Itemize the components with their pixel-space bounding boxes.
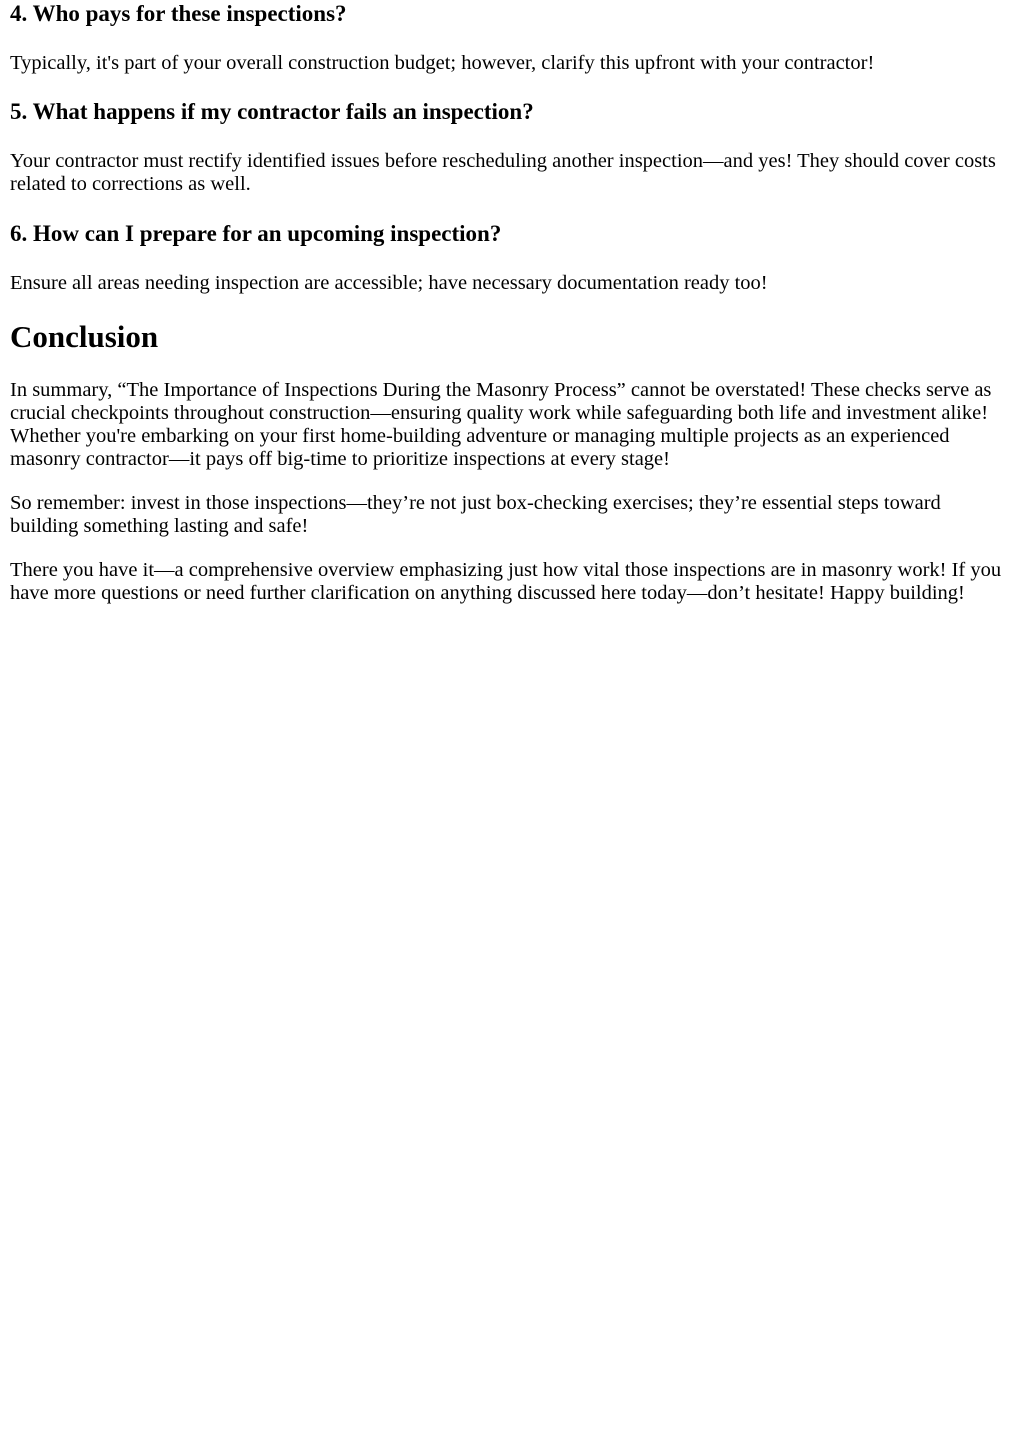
faq-question-heading: 4. Who pays for these inspections? [10, 1, 347, 26]
faq-answer-paragraph: Ensure all areas needing inspection are accessible; have necessary documentation ready too! [10, 272, 768, 294]
conclusion-paragraph: So remember: invest in those inspections—they’re not just box-checking exercises; they’re essential steps toward building something lasting and safe! [10, 492, 941, 537]
conclusion-paragraph: There you have it—a comprehensive overview emphasizing just how vital those inspections are in masonry work! If you have more questions or need further clarification on anything discussed here today—don’t hesitate! Happy building! [10, 559, 1002, 604]
conclusion-heading: Conclusion [10, 319, 159, 354]
article-content [0, 1, 1024, 605]
faq-question-heading: 6. How can I prepare for an upcoming inspection? [10, 221, 502, 246]
faq-answer-paragraph: Your contractor must rectify identified issues before rescheduling another inspection—and yes! They should cover costs related to corrections as well. [10, 150, 996, 195]
conclusion-paragraph: In summary, “The Importance of Inspections During the Masonry Process” cannot be overstated! These checks serve as crucial checkpoints throughout construction—ensuring quality work while safeguarding both life and investment alike! Whether you're embarking on your first home-building adventure or managing multiple projects as an experienced masonry contractor—it pays off big-time to prioritize inspections at every stage! [10, 379, 992, 470]
faq-question-heading: 5. What happens if my contractor fails an inspection? [10, 99, 534, 124]
faq-answer-paragraph: Typically, it's part of your overall construction budget; however, clarify this upfront with your contractor! [10, 52, 875, 74]
